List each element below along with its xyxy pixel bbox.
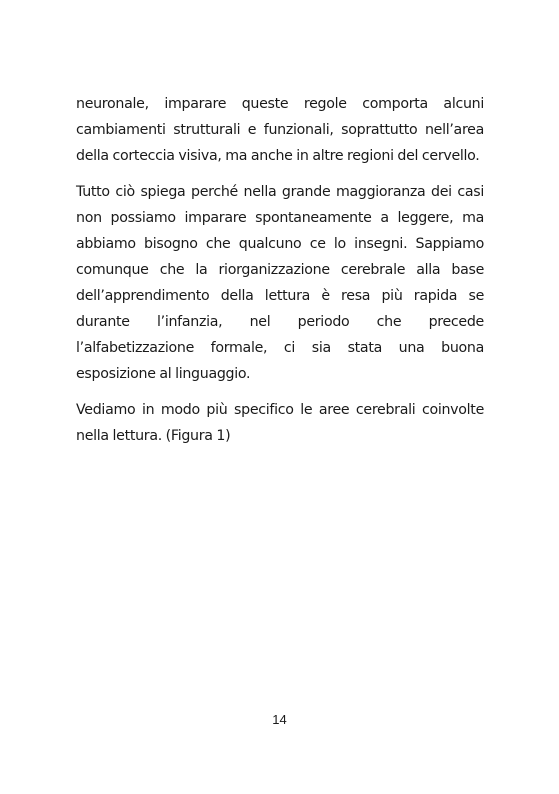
paragraph-3: Vediamo in modo più specifico le aree cerebrali coinvolte nella lettura. (Figura 1) [76,402,484,444]
paragraph-2: Tutto ciò spiega perché nella grande maggioranza dei casi non possiamo imparare spontaneamente a leggere, ma abbiamo bisogno che qualcuno ce lo insegni. Sappiamo comunque che la riorganizzazione cerebrale alla base dell’apprendimento della lettura è resa più rapida se durante l’infanzia, nel periodo che precede l’alfabetizzazione formale, ci sia stata una buona esposizione al linguaggio. [76,184,484,382]
page-number: 14 [272,712,287,727]
paragraph-1: neuronale, imparare queste regole comporta alcuni cambiamenti strutturali e funzionali, soprattutto nell’area della corteccia visiva, ma anche in altre regioni del cervello. [76,96,484,164]
body-text [76,91,484,449]
